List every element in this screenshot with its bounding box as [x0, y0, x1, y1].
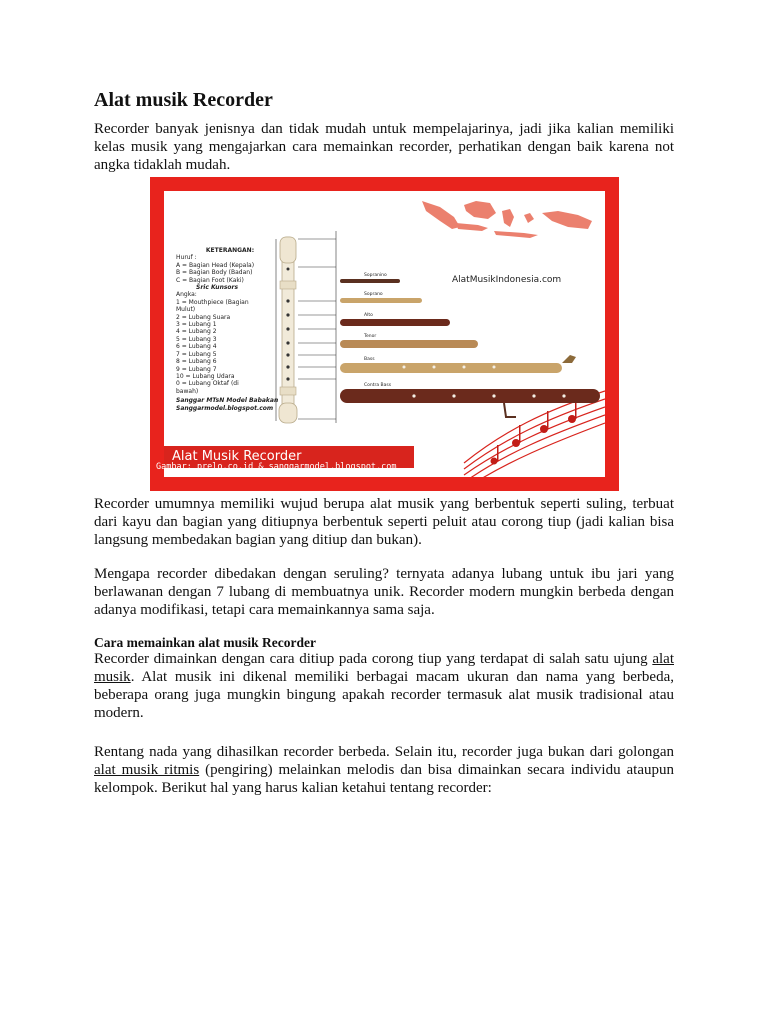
legend-item: C = Bagian Foot (Kaki)	[176, 276, 244, 284]
legend-item: 2 = Lubang Suara	[176, 313, 231, 321]
legend-item: 0 = Lubang Oktaf (di	[176, 380, 239, 388]
link-alat-musik[interactable]: alat musik	[94, 651, 674, 685]
section-heading: Cara memainkan alat musik Recorder	[94, 635, 316, 650]
link-alat-musik-ritmis[interactable]: alat musik ritmis	[94, 762, 200, 778]
paragraph-rentang	[94, 743, 674, 797]
text-run: Rentang nada yang dihasilkan recorder berbeda. Selain itu, recorder juga bukan dari golongan	[94, 744, 674, 760]
legend-item: 8 = Lubang 6	[176, 358, 217, 366]
indonesia-map-icon	[422, 201, 592, 238]
figure-banner: Alat Musik Recorder	[164, 446, 414, 468]
intro-paragraph: Recorder banyak jenisnya dan tidak mudah untuk mempelajarinya, jadi jika kalian memiliki kelas musik yang mengajarkan cara memainkan recorder, perhatikan dengan baik karena not angka tidaklah mudah.	[94, 121, 674, 173]
legend-title: KETERANGAN:	[205, 247, 255, 254]
legend-seri: Sric Kunsors	[196, 284, 239, 292]
legend-item: 4 = Lubang 2	[176, 328, 217, 336]
legend-item: Mulut)	[176, 306, 196, 314]
music-notes-icon	[464, 391, 605, 477]
recorder-figure	[150, 177, 619, 491]
figure-credit: Gambar: prelo.co.id & sanggarmodel.blogspot.com	[156, 462, 397, 472]
paragraph-seruling: Mengapa recorder dibedakan dengan seruling? ternyata adanya lubang untuk ibu jari yang berlawanan dengan 7 lubang di membuatnya unik. Recorder modern mungkin berbeda dengan adanya modifikasi, tetapi cara memainkannya sama saja.	[94, 566, 674, 618]
legend-angka: Angka:	[176, 291, 197, 299]
paragraph-wujud: Recorder umumnya memiliki wujud berupa alat musik yang berbentuk seperti suling, terbuat dari kayu dan bagian yang ditiupnya berbentuk seperti peluit atau corong tiup (jadi kalian bisa langsung membedakan bagian yang ditiup dan bukan).	[94, 496, 674, 548]
legend-item: 6 = Lubang 4	[176, 343, 217, 351]
note-glyphs	[491, 401, 577, 465]
document-page	[94, 88, 674, 174]
text-run: . Alat musik ini dikenal memiliki berbagai macam ukuran dan nama yang berbeda, beberapa orang juga mungkin bingung apakah recorder termasuk alat musik tradisional atau modern.	[94, 669, 674, 721]
legend-item: B = Bagian Body (Badan)	[176, 269, 253, 277]
legend-item: 9 = Lubang 7	[176, 365, 217, 373]
recorder-anatomy	[276, 231, 336, 423]
recorder-label-tenor: Tenor	[364, 334, 377, 339]
recorder-label-sopranino: Sopranino	[364, 273, 387, 278]
paragraph-cara	[94, 650, 674, 722]
recorder-label-bass: Bass	[364, 357, 375, 362]
site-label: AlatMusikIndonesia.com	[452, 275, 562, 285]
sanggar-credit: Sanggar MTsN Model Babakan	[176, 397, 279, 405]
recorder-label-soprano: Soprano	[364, 292, 383, 297]
legend-item: 7 = Lubang 5	[176, 350, 217, 358]
text-run: Recorder dimainkan dengan cara ditiup pada corong tiup yang terdapat di salah satu ujung	[94, 651, 653, 667]
text-run: (pengiring) melainkan melodis dan bisa dimainkan secara individu ataupun kelompok. Berikut hal yang harus kalian ketahui tentang recorder:	[94, 762, 674, 796]
legend-keterangan	[176, 247, 284, 412]
recorder-label-alto: Alto	[364, 313, 373, 318]
page-title: Alat musik Recorder	[94, 89, 273, 111]
legend-item: A = Bagian Head (Kepala)	[176, 261, 255, 269]
sanggar-url: Sanggarmodel.blogspot.com	[176, 404, 274, 412]
legend-huruf: Huruf :	[176, 254, 197, 262]
legend-item: 5 = Lubang 3	[176, 335, 217, 343]
figure-canvas	[164, 191, 605, 477]
document-body	[94, 495, 674, 797]
legend-item: 10 = Lubang Udara	[176, 372, 235, 380]
legend-item: 1 = Mouthpiece (Bagian	[176, 298, 249, 306]
recorder-label-contra-bass: Contra Bass	[364, 383, 392, 388]
legend-item: 3 = Lubang 1	[176, 321, 217, 329]
legend-item: bawah)	[176, 387, 199, 395]
recorder-family	[340, 272, 600, 417]
